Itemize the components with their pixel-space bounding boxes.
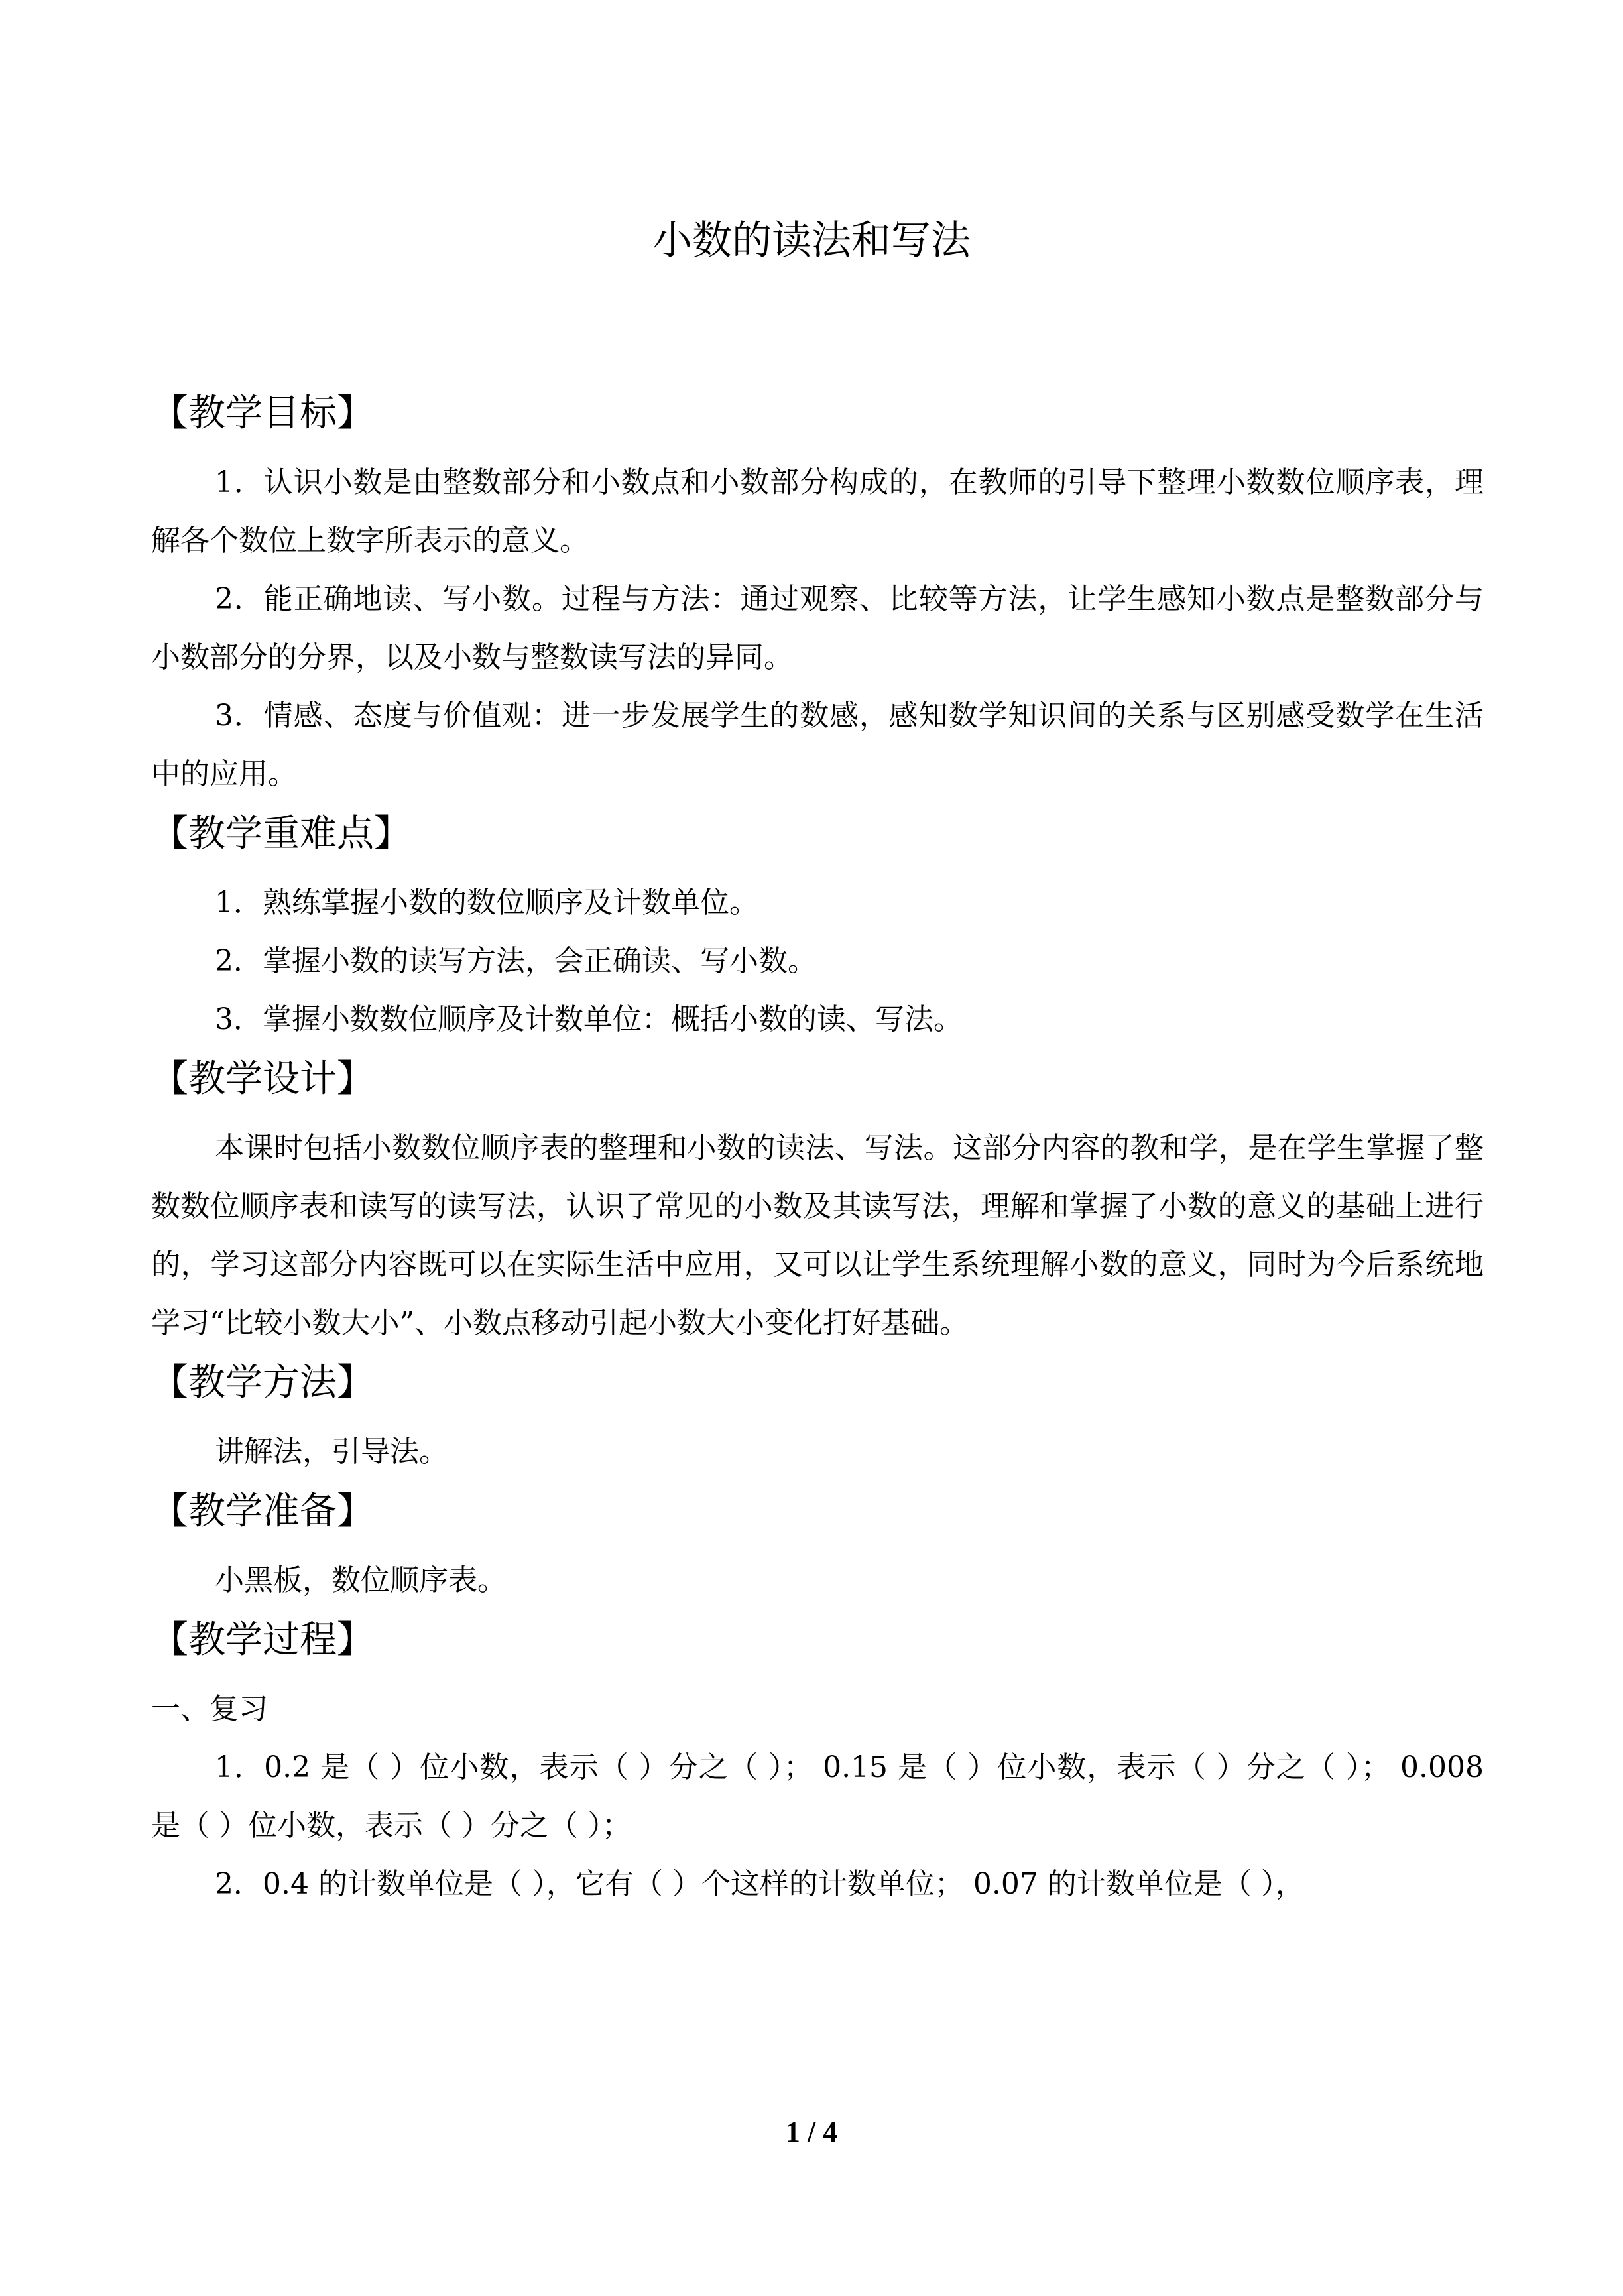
process-subheading: 一、复习 [151, 1692, 268, 1726]
preparation-text: 小黑板，数位顺序表。 [215, 1563, 507, 1597]
objective-item: 1．认识小数是由整数部分和小数点和小数部分构成的，在教师的引导下整理小数数位顺序表，理解各个数位上数字所表示的意义。 [151, 465, 1484, 558]
section-heading-process: 【教学过程】 [151, 1618, 374, 1662]
key-point-item: 1．熟练掌握小数的数位顺序及计数单位。 [215, 886, 758, 920]
document-body [151, 383, 1484, 1913]
section-heading-preparation: 【教学准备】 [151, 1490, 374, 1533]
key-point-item: 3．掌握小数数位顺序及计数单位：概括小数的读、写法。 [215, 1002, 963, 1036]
section-heading-objectives: 【教学目标】 [151, 392, 374, 435]
process-item: 1．0.2 是（ ）位小数，表示（ ）分之（ ）； 0.15 是（ ）位小数，表示（ ）分之（ ）； 0.008 是（ ）位小数，表示（ ）分之（ ）； [151, 1750, 1484, 1843]
design-text: 本课时包括小数数位顺序表的整理和小数的读法、写法。这部分内容的教和学，是在学生掌握了整数数位顺序表和读写的读写法，认识了常见的小数及其读写法，理解和掌握了小数的意义的基础上进行的，学习这部分内容既可以在实际生活中应用，又可以让学生系统理解小数的意义，同时为今后系统地学习“比较小数大小”、小数点移动引起小数大小变化打好基础。 [151, 1131, 1484, 1340]
section-heading-methods: 【教学方法】 [151, 1361, 374, 1404]
objective-item: 2．能正确地读、写小数。过程与方法：通过观察、比较等方法，让学生感知小数点是整数部分与小数部分的分界，以及小数与整数读写法的异同。 [151, 582, 1484, 674]
key-point-item: 2．掌握小数的读写方法，会正确读、写小数。 [215, 944, 817, 978]
objective-item: 3．情感、态度与价值观：进一步发展学生的数感，感知数学知识间的关系与区别感受数学在生活中的应用。 [151, 699, 1484, 791]
process-item: 2．0.4 的计数单位是（ ），它有（ ）个这样的计数单位； 0.07 的计数单位是（ ）， [215, 1867, 1305, 1901]
page-number: 1 / 4 [785, 2116, 838, 2148]
page-title: 小数的读法和写法 [652, 217, 971, 264]
section-heading-key-points: 【教学重难点】 [151, 812, 411, 855]
section-heading-design: 【教学设计】 [151, 1057, 374, 1101]
methods-text: 讲解法，引导法。 [215, 1435, 448, 1469]
